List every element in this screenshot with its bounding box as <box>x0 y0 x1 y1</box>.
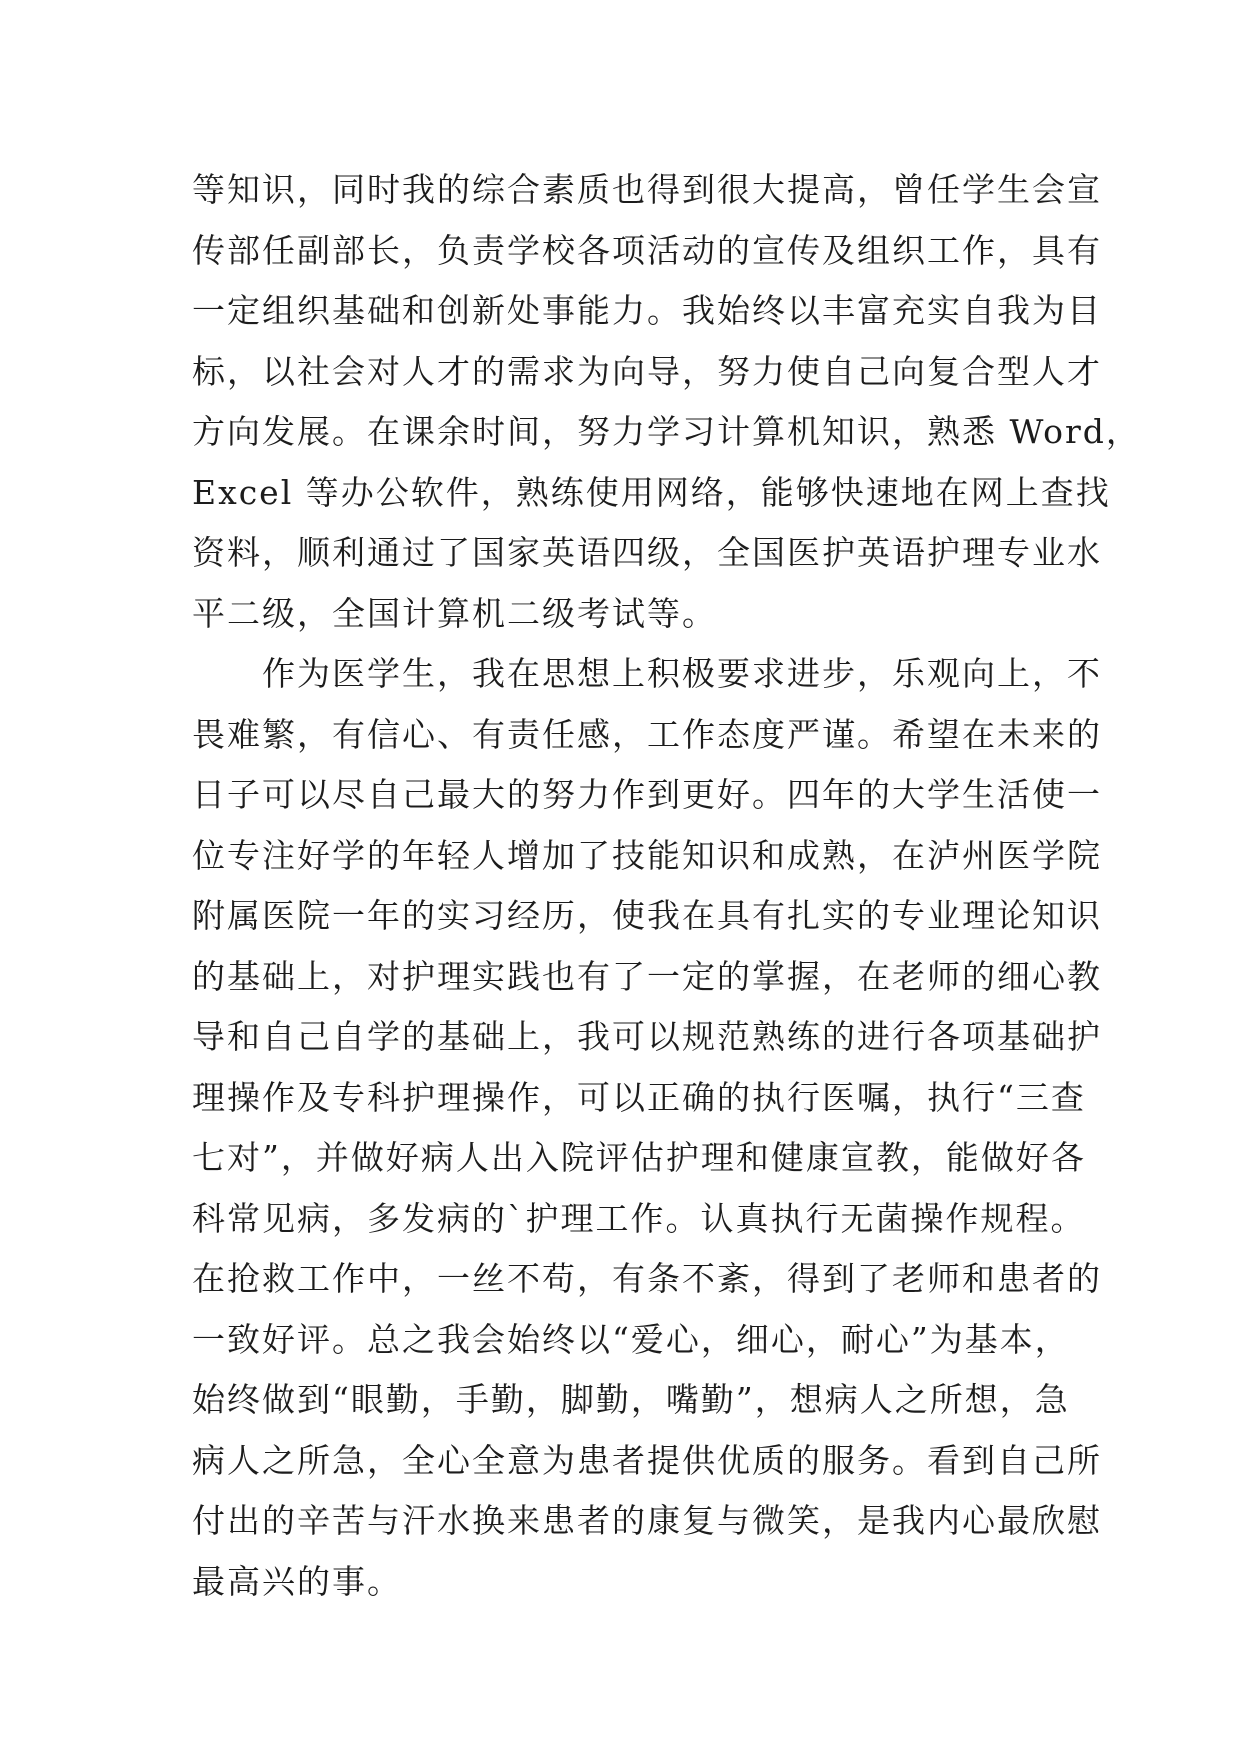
text-line: 资料，顺利通过了国家英语四级，全国医护英语护理专业水 <box>192 533 1102 572</box>
text-line: 位专注好学的年轻人增加了技能知识和成熟，在泸州医学院 <box>192 835 1102 875</box>
text-line: 方向发展。在课余时间，努力学习计算机知识，熟悉 Word， <box>192 412 1141 451</box>
text-line: 附属医院一年的实习经历，使我在具有扎实的专业理论知识 <box>192 896 1102 935</box>
text-line: 日子可以尽自己最大的努力作到更好。四年的大学生活使一 <box>192 775 1102 814</box>
text-line: 在抢救工作中，一丝不苟，有条不紊，得到了老师和患者的 <box>192 1259 1102 1298</box>
text-line: 科常见病，多发病的`护理工作。认真执行无菌操作规程。 <box>192 1198 1086 1238</box>
text-line: 一致好评。总之我会始终以“爱心，细心，耐心”为基本， <box>192 1319 1070 1359</box>
text-line: 最高兴的事。 <box>192 1561 402 1601</box>
text-line: Excel 等办公软件，熟练使用网络，能够快速地在网上查找 <box>192 472 1111 512</box>
text-line: 七对”，并做好病人出入院评估护理和健康宣教，能做好各 <box>192 1138 1086 1177</box>
text-line: 病人之所急，全心全意为患者提供优质的服务。看到自己所 <box>192 1440 1102 1480</box>
text-line: 理操作及专科护理操作，可以正确的执行医嘱，执行“三查 <box>192 1077 1086 1117</box>
text-line: 标，以社会对人才的需求为向导，努力使自己向复合型人才 <box>192 351 1102 391</box>
text-line: 导和自己自学的基础上，我可以规范熟练的进行各项基础护 <box>192 1017 1102 1056</box>
text-line: 始终做到“眼勤，手勤，脚勤，嘴勤”，想病人之所想，急 <box>192 1380 1070 1419</box>
text-line: 作为医学生，我在思想上积极要求进步，乐观向上，不 <box>192 654 1102 693</box>
text-line: 平二级，全国计算机二级考试等。 <box>192 593 717 633</box>
text-line: 付出的辛苦与汗水换来患者的康复与微笑，是我内心最欣慰 <box>192 1501 1102 1540</box>
body-text <box>192 160 1141 1612</box>
text-line: 一定组织基础和创新处事能力。我始终以丰富充实自我为目 <box>192 291 1102 330</box>
text-line: 畏难繁，有信心、有责任感，工作态度严谨。希望在未来的 <box>192 714 1102 754</box>
text-line: 等知识，同时我的综合素质也得到很大提高，曾任学生会宣 <box>192 170 1102 209</box>
text-line: 的基础上，对护理实践也有了一定的掌握，在老师的细心教 <box>192 956 1102 996</box>
text-line: 传部任副部长，负责学校各项活动的宣传及组织工作，具有 <box>192 230 1102 270</box>
